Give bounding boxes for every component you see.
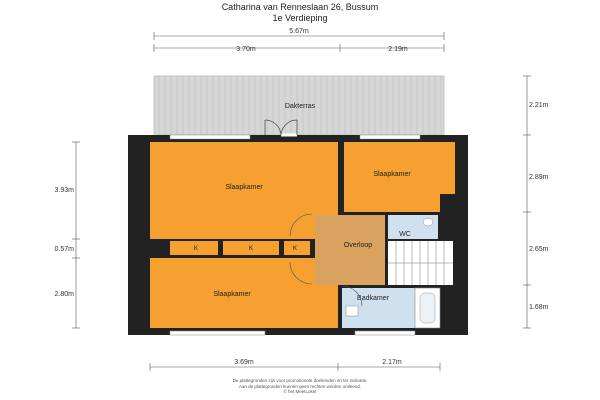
sink-icon — [346, 306, 358, 316]
dimension-left-middle-label: 0.57m — [54, 246, 74, 253]
bathtub-basin-icon — [420, 293, 435, 323]
dimension-top-right-label: 2.19m — [388, 46, 408, 53]
dimension-right-lower-label: 1.68m — [529, 304, 549, 311]
dimension-top-left-label: 3.70m — [236, 46, 256, 53]
terrace-label: Dakterras — [284, 103, 316, 110]
floor-title: 1e Verdieping — [272, 13, 328, 23]
toilet-label: WC — [399, 231, 411, 238]
bedroom-top-left-label: Slaapkamer — [225, 184, 263, 191]
dimension-top-total-label: 5.67m — [289, 28, 309, 35]
disclaimer-line-2: Aan de plattegronden kunnen geen rechten worden ontleend. — [238, 383, 362, 389]
disclaimer — [0, 378, 600, 395]
dimension-right-terrace-label: 2.21m — [529, 102, 549, 109]
disclaimer-line-1: De plattegronden zijn voor promotionele doeleinden en ter indicatie. — [232, 378, 368, 383]
bedroom-top-right-label: Slaapkamer — [373, 171, 411, 178]
closet-3-label: K — [292, 246, 298, 252]
disclaimer-line-3: © het MeetLoket — [283, 389, 317, 394]
dimension-bottom-right-label: 2.17m — [382, 359, 402, 366]
closet-2-label: K — [248, 246, 254, 252]
bedroom-top-right-alcove — [440, 142, 455, 194]
bedroom-bottom-label: Slaapkamer — [213, 291, 251, 298]
dimension-right-upper-label: 2.89m — [529, 174, 549, 181]
dimension-left — [72, 142, 80, 328]
bathroom-label: Badkamer — [357, 295, 389, 302]
toilet-icon — [423, 218, 433, 226]
dimension-right-middle-label: 2.65m — [529, 246, 549, 253]
landing-label: Overloop — [343, 242, 373, 249]
dimension-left-lower-label: 2.80m — [54, 291, 74, 298]
address-title: Catharina van Renneslaan 26, Bussum — [221, 2, 379, 12]
dimension-left-upper-label: 3.93m — [54, 187, 74, 194]
closet-1-label: K — [193, 246, 199, 252]
dimension-right — [523, 76, 531, 328]
landing — [315, 215, 385, 285]
dimension-bottom-left-label: 3.69m — [234, 359, 254, 366]
